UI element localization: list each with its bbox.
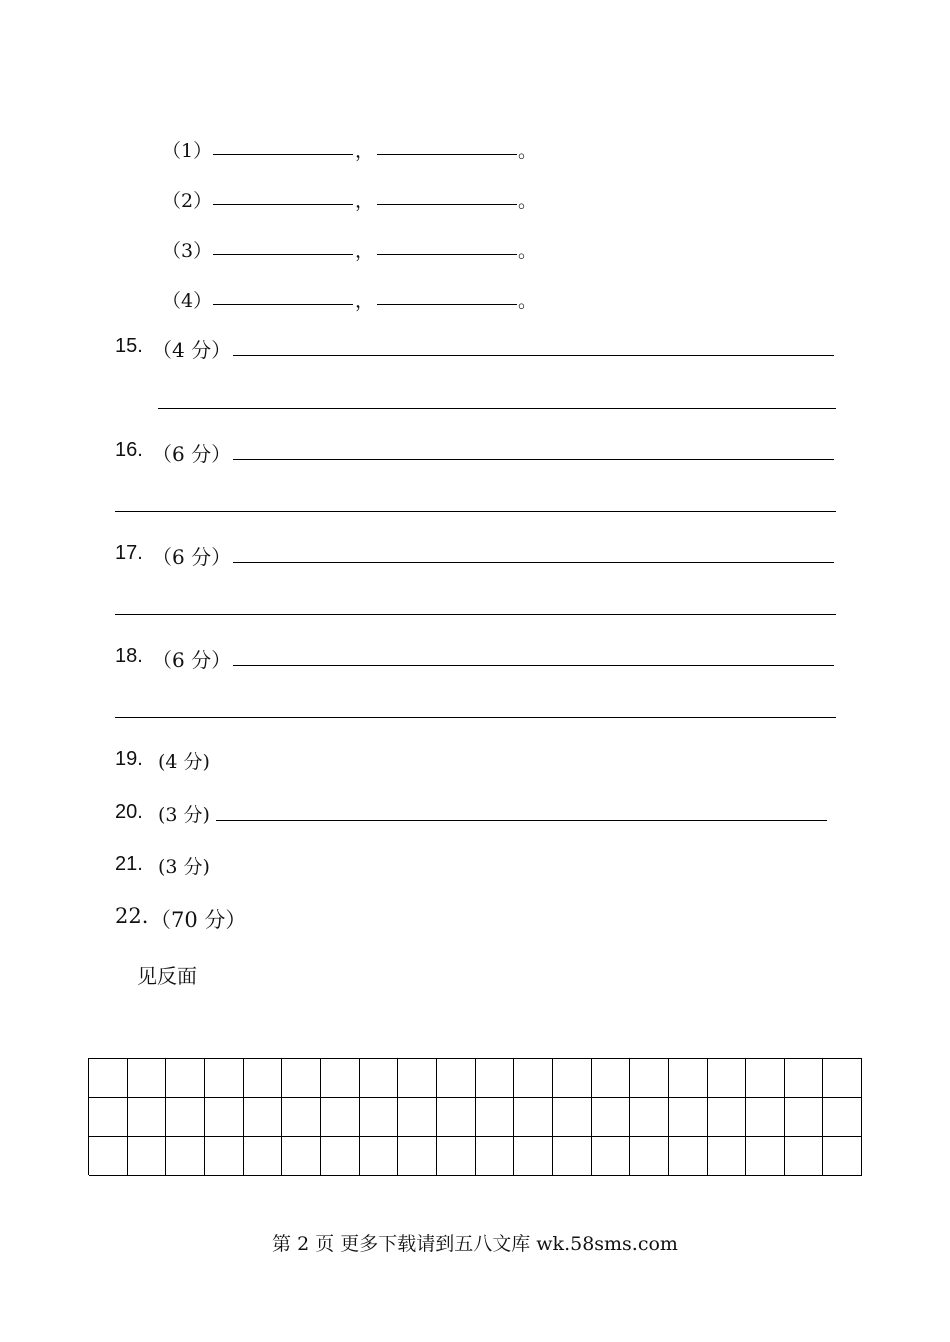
comma: ， [355, 140, 375, 162]
grid-cell[interactable] [592, 1098, 631, 1137]
period: 。 [518, 140, 538, 162]
grid-cell[interactable] [630, 1059, 669, 1098]
answer-line[interactable] [115, 511, 836, 512]
grid-cell[interactable] [205, 1098, 244, 1137]
grid-cell[interactable] [592, 1059, 631, 1098]
grid-cell[interactable] [128, 1137, 167, 1176]
grid-cell[interactable] [321, 1137, 360, 1176]
grid-cell[interactable] [166, 1098, 205, 1137]
grid-cell[interactable] [398, 1137, 437, 1176]
answer-blank[interactable] [377, 204, 517, 205]
answer-line[interactable] [233, 665, 834, 666]
answer-line[interactable] [216, 820, 827, 821]
question-score: （6 分） [152, 442, 232, 466]
grid-cell[interactable] [398, 1098, 437, 1137]
answer-blank[interactable] [213, 304, 353, 305]
grid-cell[interactable] [669, 1137, 708, 1176]
grid-cell[interactable] [166, 1059, 205, 1098]
grid-cell[interactable] [476, 1098, 515, 1137]
answer-line[interactable] [158, 408, 836, 409]
grid-cell[interactable] [205, 1137, 244, 1176]
grid-cell[interactable] [708, 1059, 747, 1098]
answer-line[interactable] [233, 562, 834, 563]
question-score: （70 分） [150, 908, 247, 932]
grid-cell[interactable] [514, 1059, 553, 1098]
grid-cell[interactable] [282, 1098, 321, 1137]
grid-cell[interactable] [128, 1098, 167, 1137]
grid-cell[interactable] [89, 1137, 128, 1176]
grid-cell[interactable] [360, 1137, 399, 1176]
grid-cell[interactable] [476, 1059, 515, 1098]
sub-item-label: （4） [162, 290, 213, 312]
grid-cell[interactable] [514, 1137, 553, 1176]
grid-cell[interactable] [321, 1098, 360, 1137]
question-score: (3 分) [158, 804, 210, 826]
question-number: 21. [115, 853, 143, 875]
grid-cell[interactable] [746, 1059, 785, 1098]
answer-blank[interactable] [213, 254, 353, 255]
question-score: (3 分) [158, 856, 210, 878]
grid-cell[interactable] [360, 1098, 399, 1137]
sub-item-label: （3） [162, 240, 213, 262]
grid-cell[interactable] [166, 1137, 205, 1176]
question-score: (4 分) [158, 751, 210, 773]
question-score: （6 分） [152, 545, 232, 569]
answer-blank[interactable] [213, 204, 353, 205]
grid-cell[interactable] [205, 1059, 244, 1098]
grid-cell[interactable] [746, 1137, 785, 1176]
grid-cell[interactable] [476, 1137, 515, 1176]
grid-cell[interactable] [553, 1059, 592, 1098]
grid-cell[interactable] [360, 1059, 399, 1098]
comma: ， [355, 290, 375, 312]
grid-cell[interactable] [553, 1098, 592, 1137]
grid-cell[interactable] [823, 1098, 862, 1137]
grid-cell[interactable] [708, 1098, 747, 1137]
grid-cell[interactable] [244, 1137, 283, 1176]
grid-cell[interactable] [244, 1059, 283, 1098]
grid-cell[interactable] [437, 1098, 476, 1137]
answer-blank[interactable] [377, 304, 517, 305]
answer-line[interactable] [115, 717, 836, 718]
grid-cell[interactable] [282, 1137, 321, 1176]
question-number: 22. [115, 904, 149, 928]
answer-blank[interactable] [377, 254, 517, 255]
grid-cell[interactable] [785, 1098, 824, 1137]
grid-cell[interactable] [746, 1098, 785, 1137]
period: 。 [518, 190, 538, 212]
question-number: 18. [115, 645, 143, 667]
answer-blank[interactable] [213, 154, 353, 155]
grid-cell[interactable] [823, 1059, 862, 1098]
grid-cell[interactable] [823, 1137, 862, 1176]
grid-row [89, 1137, 862, 1176]
period: 。 [518, 240, 538, 262]
grid-cell[interactable] [592, 1137, 631, 1176]
answer-blank[interactable] [377, 154, 517, 155]
question-number: 20. [115, 801, 143, 823]
grid-cell[interactable] [128, 1059, 167, 1098]
grid-cell[interactable] [708, 1137, 747, 1176]
period: 。 [518, 290, 538, 312]
answer-line[interactable] [233, 459, 834, 460]
grid-cell[interactable] [282, 1059, 321, 1098]
grid-row [89, 1059, 862, 1098]
answer-line[interactable] [233, 355, 834, 356]
answer-line[interactable] [115, 614, 836, 615]
sub-item-label: （2） [162, 190, 213, 212]
grid-cell[interactable] [437, 1137, 476, 1176]
grid-cell[interactable] [553, 1137, 592, 1176]
grid-cell[interactable] [785, 1137, 824, 1176]
comma: ， [355, 240, 375, 262]
grid-cell[interactable] [514, 1098, 553, 1137]
see-reverse-note: 见反面 [137, 964, 197, 988]
question-score: （4 分） [152, 338, 232, 362]
writing-grid[interactable] [88, 1058, 862, 1175]
grid-cell[interactable] [669, 1059, 708, 1098]
page-footer: 第 2 页 更多下载请到五八文库 wk.58sms.com [272, 1233, 678, 1255]
grid-cell[interactable] [398, 1059, 437, 1098]
grid-cell[interactable] [785, 1059, 824, 1098]
grid-cell[interactable] [321, 1059, 360, 1098]
grid-cell[interactable] [89, 1098, 128, 1137]
question-number: 17. [115, 542, 143, 564]
grid-cell[interactable] [89, 1059, 128, 1098]
question-number: 15. [115, 335, 143, 357]
grid-cell[interactable] [630, 1098, 669, 1137]
grid-row [89, 1098, 862, 1137]
grid-cell[interactable] [669, 1098, 708, 1137]
grid-cell[interactable] [630, 1137, 669, 1176]
question-score: （6 分） [152, 648, 232, 672]
question-number: 19. [115, 748, 143, 770]
grid-cell[interactable] [437, 1059, 476, 1098]
question-number: 16. [115, 439, 143, 461]
sub-item-label: （1） [162, 140, 213, 162]
comma: ， [355, 190, 375, 212]
grid-cell[interactable] [244, 1098, 283, 1137]
